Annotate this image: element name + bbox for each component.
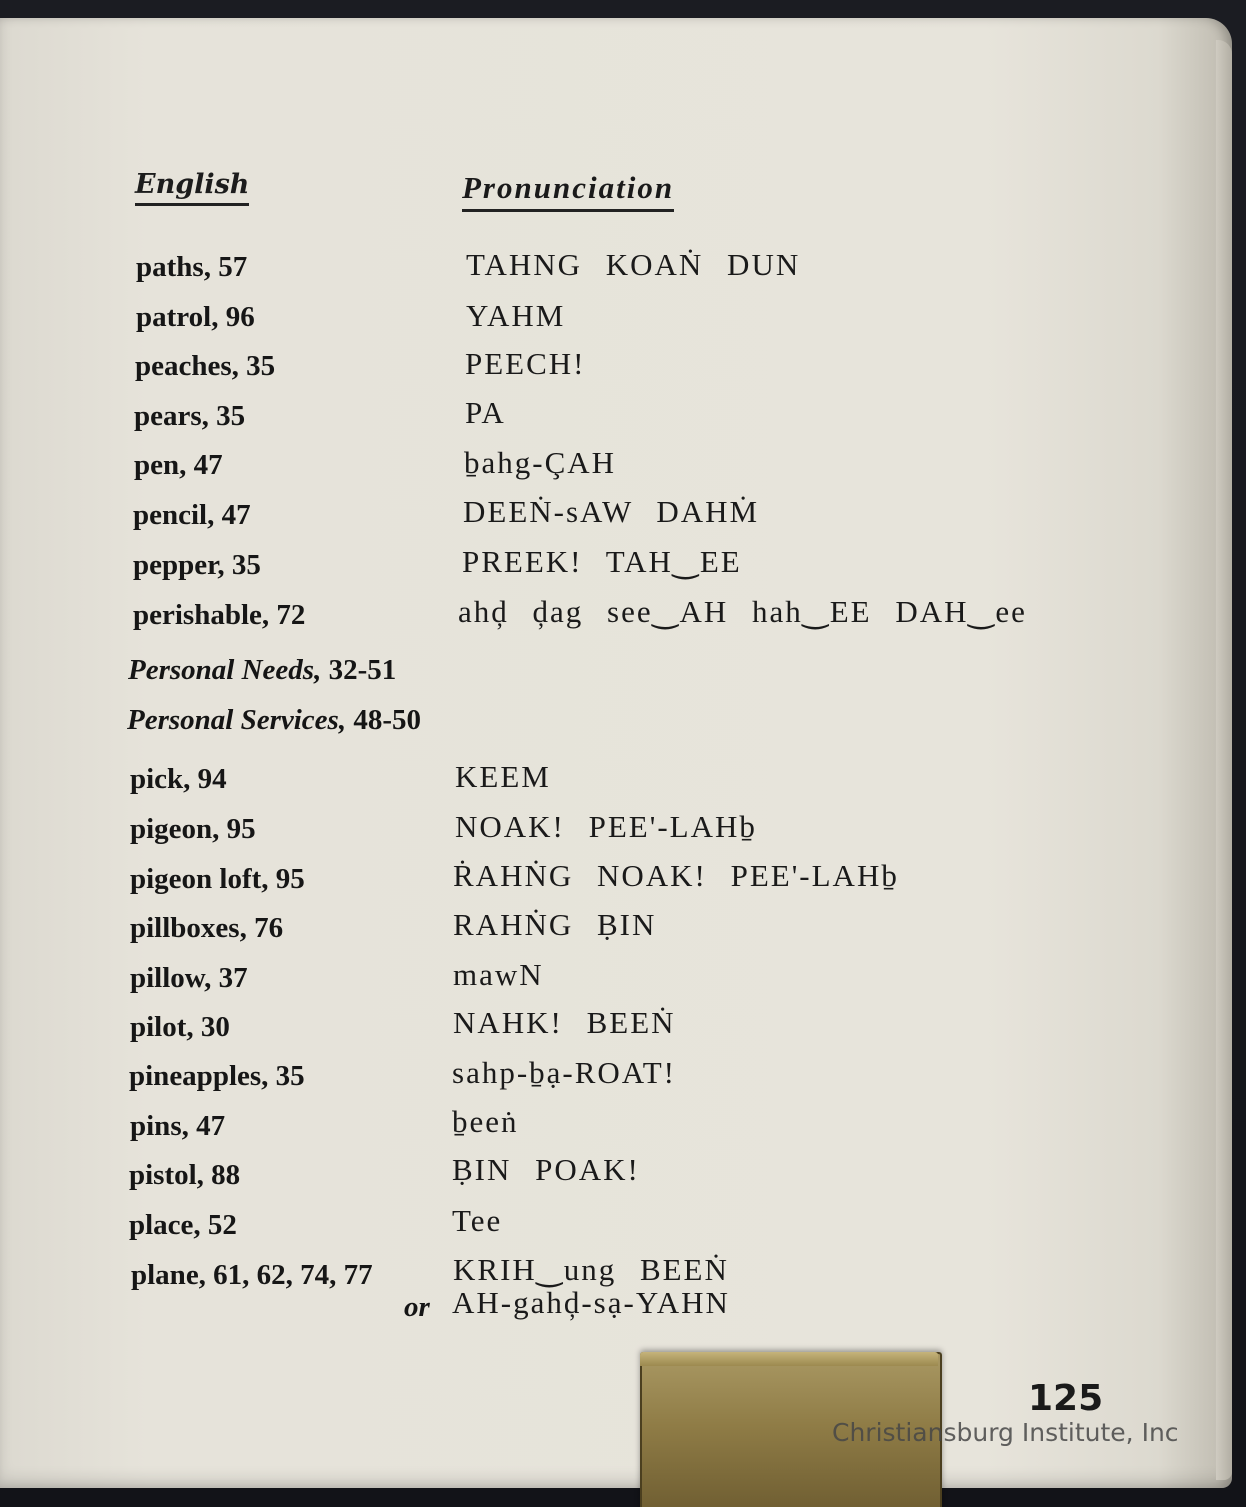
brass-page-clip-lip bbox=[640, 1352, 938, 1366]
pronunciation-text: AH-gahḑ-sạ-YAHN bbox=[452, 1285, 730, 1320]
english-term: plane, 61, 62, 74, 77 bbox=[131, 1259, 373, 1291]
english-term: pillow, 37 bbox=[130, 962, 248, 994]
pronunciation-text: Tee bbox=[452, 1203, 503, 1238]
section-pages: 32-51 bbox=[328, 654, 397, 686]
pronunciation-text: ḄIN POAK! bbox=[452, 1152, 640, 1187]
pronunciation-text: PEECH! bbox=[465, 346, 586, 381]
english-term: perishable, 72 bbox=[133, 599, 306, 631]
pronunciation-text: RAHṄG ḄIN bbox=[453, 907, 657, 942]
english-term: pins, 47 bbox=[130, 1110, 226, 1142]
section-personal-needs bbox=[128, 650, 396, 690]
pronunciation-text: ṘAHṄG NOAK! PEE'-LAHḇ bbox=[453, 858, 899, 893]
pronunciation-text: PA bbox=[465, 395, 506, 430]
english-term: pigeon loft, 95 bbox=[130, 863, 305, 895]
pronunciation-text: mawN bbox=[453, 957, 544, 992]
english-term: peaches, 35 bbox=[135, 350, 276, 382]
column-header-english: English bbox=[135, 168, 249, 206]
or-label: or bbox=[404, 1291, 430, 1323]
section-title: Personal Services, bbox=[127, 704, 347, 736]
pronunciation-text: KEEM bbox=[455, 759, 551, 794]
pronunciation-text: NAHK! BEEṄ bbox=[453, 1005, 676, 1040]
pronunciation-text: TAHNG KOAṄ DUN bbox=[466, 247, 801, 282]
section-title: Personal Needs, bbox=[128, 654, 322, 686]
english-term: place, 52 bbox=[129, 1209, 237, 1241]
pronunciation-text: sahp-ḇạ-ROAT! bbox=[452, 1055, 677, 1090]
english-term: pigeon, 95 bbox=[130, 813, 256, 845]
page-edge bbox=[1216, 40, 1232, 1480]
english-term: pilot, 30 bbox=[130, 1011, 230, 1043]
pronunciation-text: ahḑ ḑag see‿AH hah‿EE DAH‿ee bbox=[458, 594, 1027, 629]
english-term: pillboxes, 76 bbox=[130, 912, 284, 944]
column-header-pronunciation: Pronunciation bbox=[462, 168, 674, 212]
pronunciation-text: NOAK! PEE'-LAHḇ bbox=[455, 809, 757, 844]
english-term: pears, 35 bbox=[134, 400, 246, 432]
english-term: paths, 57 bbox=[136, 251, 248, 283]
pronunciation-text: DEEṄ-sAW DAHṀ bbox=[463, 494, 760, 529]
english-term: pineapples, 35 bbox=[129, 1060, 305, 1092]
page-number: 125 bbox=[1028, 1378, 1104, 1419]
pronunciation-text: ḇeeṅ bbox=[452, 1104, 519, 1139]
english-term: pepper, 35 bbox=[133, 549, 261, 581]
pronunciation-text: KRIH‿ung BEEṄ bbox=[453, 1252, 729, 1287]
section-pages: 48-50 bbox=[353, 704, 422, 736]
pronunciation-text: YAHM bbox=[466, 298, 566, 333]
english-term: pencil, 47 bbox=[133, 499, 251, 531]
watermark: Christiansburg Institute, Inc bbox=[832, 1418, 1179, 1447]
pronunciation-text: PREEK! TAH‿EE bbox=[462, 544, 742, 579]
english-term: pistol, 88 bbox=[129, 1159, 241, 1191]
english-term: patrol, 96 bbox=[136, 301, 255, 333]
section-personal-services bbox=[127, 700, 421, 740]
english-term: pen, 47 bbox=[134, 449, 223, 481]
pronunciation-text: ḇahg-ÇAH bbox=[464, 445, 617, 480]
english-term: pick, 94 bbox=[130, 763, 227, 795]
